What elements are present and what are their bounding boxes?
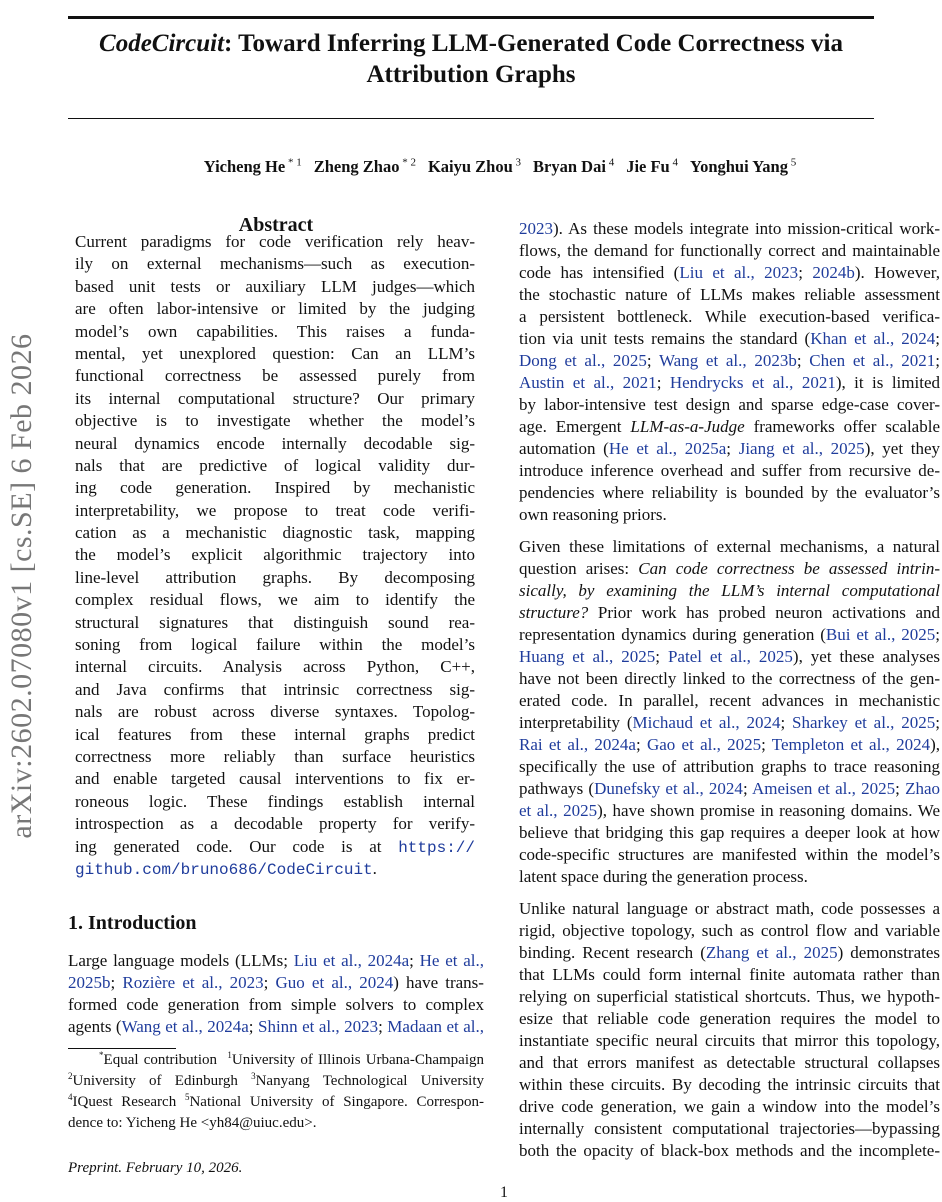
paragraph — [519, 898, 940, 1162]
text-line: relying on superficial statistical shortcuts. Thus, we hypoth- — [519, 987, 940, 1006]
paragraph — [519, 536, 940, 888]
text-line: and that errors manifest as detectable structural collapses — [519, 1053, 940, 1072]
citation-link[interactable]: Chen et al., 2021 — [809, 351, 936, 370]
citation-link[interactable]: Gao et al., 2025 — [646, 735, 762, 754]
text-line: objective is to investigate whether the model’s — [75, 411, 475, 431]
text-line: introduce inference overhead and suffer from recursive de- — [519, 461, 940, 480]
footnote-rule — [68, 1048, 176, 1049]
text-line: Dong et al., 2025; Wang et al., 2023b; Chen et al., 2021; — [519, 351, 940, 370]
title-line1-rest: : Toward Inferring LLM-Generated Code Correctness via — [224, 30, 843, 57]
text-line: interpretability (Michaud et al., 2024; Sharkey et al., 2025; — [519, 713, 940, 732]
author-name: Yicheng He — [203, 156, 286, 176]
author — [428, 157, 521, 176]
text-line: a persistent bottleneck. While execution-based verifica- — [519, 307, 940, 326]
citation-link[interactable]: Guo et al., 2024 — [275, 973, 394, 992]
right-column-body — [519, 218, 940, 1162]
paragraph — [519, 218, 940, 526]
citation-link[interactable]: Madaan et al., — [387, 1017, 484, 1036]
citation-link[interactable]: Austin et al., 2021 — [519, 373, 657, 392]
text-line: specifically the use of attribution graphs to trace reasoning — [519, 757, 940, 776]
paper-title — [68, 28, 874, 90]
abstract-body — [75, 231, 475, 880]
footnote — [68, 1050, 484, 1134]
citation-link[interactable]: Rozière et al., 2023 — [122, 973, 264, 992]
citation-link[interactable]: Wang et al., 2023b — [659, 351, 797, 370]
text-line: Austin et al., 2021; Hendrycks et al., 2021), it is limited — [519, 373, 940, 392]
text-line: soning from logical failure within the model’s — [75, 635, 475, 655]
citation-link[interactable]: Khan et al., 2024 — [810, 329, 936, 348]
text-line: cation as a mechanistic diagnostic task, mapping — [75, 523, 475, 543]
text-line: neural dynamics encode internally decodable sig- — [75, 433, 475, 453]
text-line: the stochastic nature of LLMs makes reliable assessment — [519, 285, 940, 304]
text-line: automation (He et al., 2025a; Jiang et al., 2025), yet they — [519, 439, 940, 458]
text-line: flows, the demand for functionally correct and maintainable — [519, 241, 940, 260]
text-line: Given these limitations of external mechanisms, a natural — [519, 537, 940, 556]
author-name: Bryan Dai — [533, 156, 606, 176]
author-name: Jie Fu — [626, 156, 670, 176]
text-line: Huang et al., 2025; Patel et al., 2025), yet these analyses — [519, 647, 940, 666]
author-affiliation-mark: * 2 — [399, 156, 416, 168]
section-heading-introduction: 1. Introduction — [68, 912, 197, 934]
text-line: nals are robust across diverse syntaxes. Topolog- — [75, 702, 475, 722]
text-line: ical features from these internal graphs predict — [75, 724, 475, 744]
text-line: Current paradigms for code verification rely heav- — [75, 232, 475, 251]
author-affiliation-mark: * 1 — [285, 156, 302, 168]
citation-link[interactable]: Templeton et al., 2024 — [771, 735, 931, 754]
text-line: by labor-intensive test design and sparse edge-case cover- — [519, 395, 940, 414]
text-line: pendencies where reliability is bounded by the evaluator’s — [519, 483, 940, 502]
author — [314, 157, 416, 176]
text-line: Rai et al., 2024a; Gao et al., 2025; Templeton et al., 2024), — [519, 735, 940, 754]
title-name: CodeCircuit — [99, 30, 225, 57]
emphasis-text: structure? — [519, 603, 589, 622]
citation-link[interactable]: Rai et al., 2024a — [519, 735, 636, 754]
text-line: et al., 2025), have shown promise in reasoning domains. We — [519, 801, 940, 820]
text-line: erated code. In parallel, recent advances in mechanistic — [519, 691, 940, 710]
code-url-link[interactable]: github.com/bruno686/CodeCircuit — [75, 860, 373, 879]
text-line: and enable targeted causal interventions to fix er- — [75, 769, 475, 789]
text-line: drive code generation, we gain a window into the model’s — [519, 1097, 940, 1116]
text-line — [519, 580, 940, 602]
text-line: nals that are predictive of logical validity dur- — [75, 455, 475, 475]
footnote-mark: 3 — [251, 1071, 256, 1081]
citation-link[interactable]: Huang et al., 2025 — [519, 647, 656, 666]
text-line: $^2$University of Edinburgh $^3$Nanyang Technological University — [68, 1071, 484, 1089]
text-line: latent space during the generation process. — [519, 867, 808, 886]
text-line: interpretability, we propose to treat code verifi- — [75, 500, 475, 520]
text-line: are often labor-intensive or limited by the judging — [75, 299, 475, 319]
text-line: rigid, objective topology, such as control flow and variable — [519, 921, 940, 940]
citation-link[interactable]: Wang et al., 2024a — [121, 1017, 249, 1036]
footnote-mark: * — [99, 1050, 104, 1060]
footnote-mark: 4 — [68, 1092, 73, 1102]
text-line: ing code generation. Inspired by mechanistic — [75, 478, 475, 498]
citation-link[interactable]: Michaud et al., 2024 — [632, 713, 781, 732]
text-line: and Java confirms that intrinsic correctness sig- — [75, 679, 475, 699]
emphasis-text: LLM-as-a-Judge — [630, 417, 745, 436]
preprint-note: Preprint. February 10, 2026. — [68, 1160, 243, 1176]
text-line: the model’s explicit algorithmic trajectory into — [75, 545, 475, 565]
text-line: correctness more reliably than surface heuristics — [75, 746, 475, 766]
text-line: internal circuits. Analysis across Python, C++, — [75, 657, 475, 677]
author — [533, 157, 614, 176]
citation-link[interactable]: Patel et al., 2025 — [667, 647, 793, 666]
page-number: 1 — [500, 1184, 508, 1201]
citation-link[interactable]: Sharkey et al., 2025 — [792, 713, 936, 732]
citation-link[interactable]: Dunefsky et al., 2024 — [594, 779, 743, 798]
text-line: code-specific structures are manifested within the model’s — [519, 845, 940, 864]
citation-link[interactable]: Zhao — [905, 779, 940, 798]
text-line: that LLMs could form internal finite automata rather than — [519, 965, 940, 984]
citation-link[interactable]: Shinn et al., 2023 — [257, 1017, 379, 1036]
author-list — [0, 156, 942, 177]
citation-link[interactable]: Hendrycks et al., 2021 — [669, 373, 836, 392]
citation-link[interactable]: Zhang et al., 2025 — [705, 943, 838, 962]
text-line: ing generated code. Our code is at https:// — [75, 836, 475, 857]
arxiv-stamp: arXiv:2602.07080v1 [cs.SE] 6 Feb 2026 — [5, 333, 38, 839]
text-line: agents (Wang et al., 2024a; Shinn et al., 2023; Madaan et al., — [68, 1017, 484, 1036]
text-line: dence to: Yicheng He <yh84@uiuc.edu>. — [68, 1115, 317, 1131]
footnote-mark: 2 — [68, 1071, 73, 1081]
title-top-rule — [68, 16, 874, 19]
text-line: tion via unit tests remains the standard (Khan et al., 2024; — [519, 329, 940, 348]
text-line: functional correctness be assessed purely from — [75, 366, 475, 386]
text-line: have not been directly linked to the correctness of the gen- — [519, 669, 940, 688]
text-line: mental, yet unexplored question: Can an LLM’s — [75, 343, 475, 363]
citation-link[interactable]: He et al., 2025a — [608, 439, 727, 458]
text-line: complex residual flows, we aim to identify the — [75, 590, 475, 610]
abstract-heading: Abstract — [238, 214, 314, 236]
citation-link[interactable]: Jiang et al., 2025 — [738, 439, 865, 458]
text-line: line-level attribution graphs. By decomposing — [75, 567, 475, 587]
text-line: github.com/bruno686/CodeCircuit. — [75, 858, 377, 879]
author-affiliation-mark: 5 — [787, 156, 797, 168]
text-line: 2023). As these models integrate into mission-critical work- — [519, 219, 940, 238]
text-line: model’s own capabilities. This raises a funda- — [75, 321, 475, 341]
text-line: its internal computational structure? Our primary — [75, 388, 475, 408]
text-line: code has intensified (Liu et al., 2023; 2024b). However, — [519, 263, 940, 282]
text-line: structure? Prior work has probed neuron activations and — [519, 603, 940, 622]
text-line: believe that bridging this gap requires a deeper look at how — [519, 823, 940, 842]
code-url-link[interactable]: https:// — [398, 838, 475, 857]
citation-link[interactable]: 2025b — [68, 973, 111, 992]
text-line: Large language models (LLMs; Liu et al., 2024a; He et al., — [68, 951, 484, 970]
author-name: Yonghui Yang — [689, 156, 788, 176]
footnote-mark: 5 — [184, 1092, 190, 1102]
citation-link[interactable]: 2024b — [812, 263, 855, 282]
text-line: internally consistent computational trajectories—bypassing — [519, 1119, 940, 1138]
citation-link[interactable]: Bui et al., 2025 — [825, 625, 936, 644]
text-line: ily on external mechanisms—such as execution- — [75, 254, 475, 274]
author — [690, 157, 796, 176]
citation-link[interactable]: 2023 — [519, 219, 553, 238]
text-line: introspection as a decodable property for verify- — [75, 814, 475, 834]
text-line: question arises: Can code correctness be assessed intrin- — [519, 559, 940, 578]
text-line: based unit tests or auxiliary LLM judges—which — [75, 276, 475, 296]
text-line: esize that reliable code generation requires the model to — [519, 1009, 940, 1028]
text-line: representation dynamics during generation (Bui et al., 2025; — [519, 625, 940, 644]
text-line: *Equal contribution $^1$University of Illinois Urbana-Champaign — [99, 1050, 484, 1068]
emphasis-text: sically, by examining the LLM’s internal computational — [519, 581, 940, 600]
author-affiliation-mark: 4 — [669, 156, 678, 168]
title-bottom-rule — [68, 118, 874, 119]
author — [204, 157, 302, 176]
text-line: $^4$IQuest Research $^5$National University of Singapore. Correspon- — [68, 1092, 484, 1110]
text-line: pathways (Dunefsky et al., 2024; Ameisen et al., 2025; Zhao — [519, 779, 940, 798]
title-line2: Attribution Graphs — [366, 61, 576, 88]
citation-link[interactable]: Ameisen et al., 2025 — [751, 779, 896, 798]
text-line: both the opacity of black-box methods and the incomplete- — [519, 1141, 940, 1160]
author-name: Zheng Zhao — [313, 156, 400, 176]
author — [626, 157, 678, 176]
text-line: within these circuits. By decoding the intrinsic circuits that — [519, 1075, 940, 1094]
text-line: structural signatures that distinguish sound rea- — [75, 612, 475, 632]
text-line: Unlike natural language or abstract math, code possesses a — [519, 899, 940, 918]
text-line: binding. Recent research (Zhang et al., 2025) demonstrates — [519, 943, 940, 962]
emphasis-text: Can code correctness be assessed intrin- — [638, 559, 940, 578]
text-line: formed code generation from simple solvers to complex — [68, 995, 484, 1014]
text-line: own reasoning priors. — [519, 505, 667, 524]
author-name: Kaiyu Zhou — [427, 156, 513, 176]
text-line: 2025b; Rozière et al., 2023; Guo et al., 2024) have trans- — [68, 973, 484, 992]
author-affiliation-mark: 4 — [605, 156, 615, 168]
footnote-mark: 1 — [227, 1050, 232, 1060]
text-line: age. Emergent LLM-as-a-Judge frameworks offer scalable — [519, 417, 940, 436]
text-line: roneous logic. These findings establish internal — [75, 791, 475, 811]
citation-link[interactable]: Liu et al., 2024a — [293, 951, 410, 970]
citation-link[interactable]: Liu et al., 2023 — [679, 263, 799, 282]
author-affiliation-mark: 3 — [512, 156, 522, 168]
citation-link[interactable]: et al., 2025 — [519, 801, 598, 820]
text-line: instantiate specific neural circuits that mirror this topology, — [519, 1031, 940, 1050]
introduction-body — [68, 950, 484, 1038]
citation-link[interactable]: Dong et al., 2025 — [519, 351, 647, 370]
citation-link[interactable]: He et al., — [419, 951, 484, 970]
